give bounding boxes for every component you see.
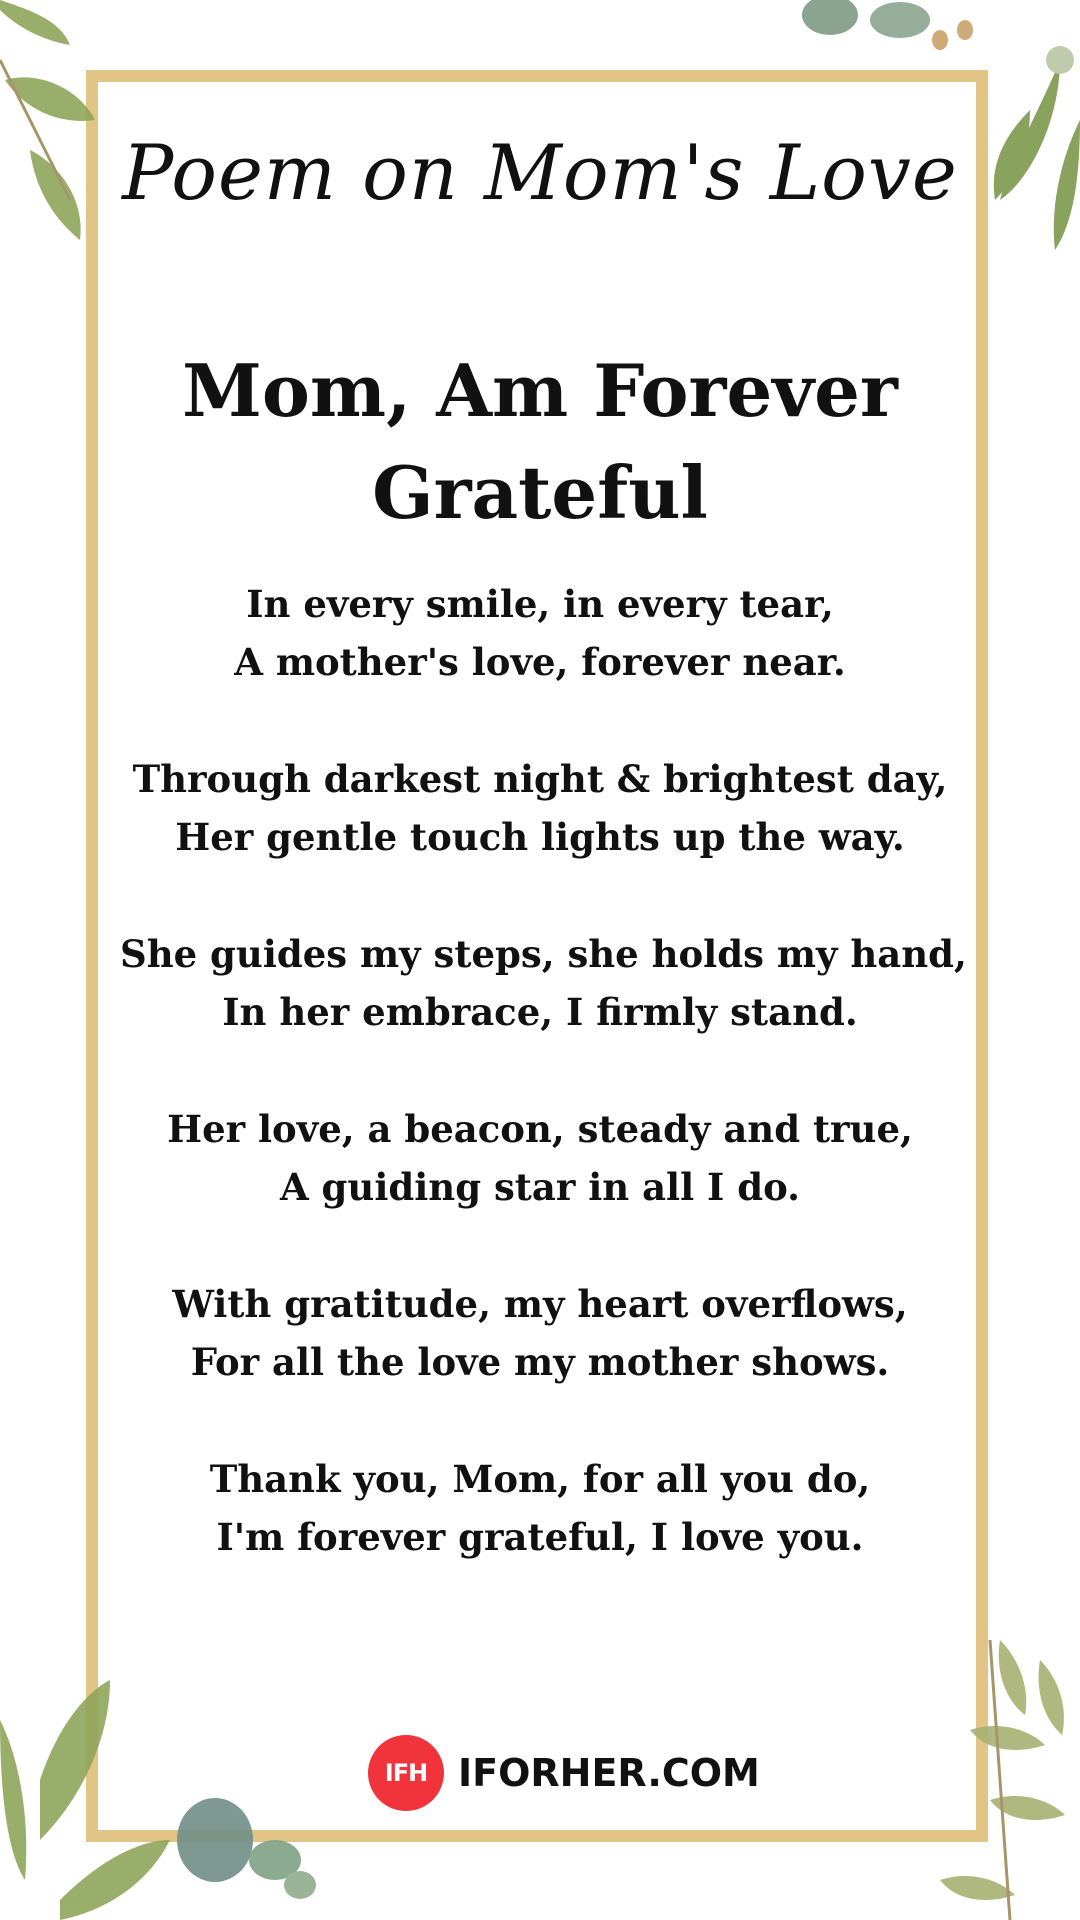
poem-line: Through darkest night & brightest day,	[132, 757, 948, 801]
poem-line: A guiding star in all I do.	[279, 1165, 801, 1209]
poem-title: Mom, Am Forever Grateful	[182, 348, 898, 535]
stanza	[120, 925, 967, 1041]
poem-line: In her embrace, I firmly stand.	[222, 990, 858, 1034]
stanza	[120, 1100, 960, 1216]
stanza	[120, 1275, 960, 1391]
stanza	[120, 750, 960, 866]
poem-line: Thank you, Mom, for all you do,	[209, 1457, 871, 1501]
brand-site-name: IFORHER.COM	[458, 1751, 760, 1795]
script-title: Poem on Mom's Love	[122, 128, 958, 217]
poem-line: With gratitude, my heart overflows,	[172, 1282, 908, 1326]
poem-line: She guides my steps, she holds my hand,	[120, 932, 967, 976]
poem-body	[120, 575, 967, 1625]
brand-logo[interactable]	[368, 1735, 760, 1811]
poem-line: In every smile, in every tear,	[246, 582, 834, 626]
poem-line: A mother's love, forever near.	[234, 640, 846, 684]
poem-line: Her gentle touch lights up the way.	[175, 815, 905, 859]
brand-badge-icon: IFH	[368, 1735, 444, 1811]
poem-line: For all the love my mother shows.	[190, 1340, 890, 1384]
poem-line: I'm forever grateful, I love you.	[216, 1515, 864, 1559]
poem-line: Her love, a beacon, steady and true,	[167, 1107, 913, 1151]
stanza	[120, 1450, 960, 1566]
stanza	[120, 575, 960, 691]
